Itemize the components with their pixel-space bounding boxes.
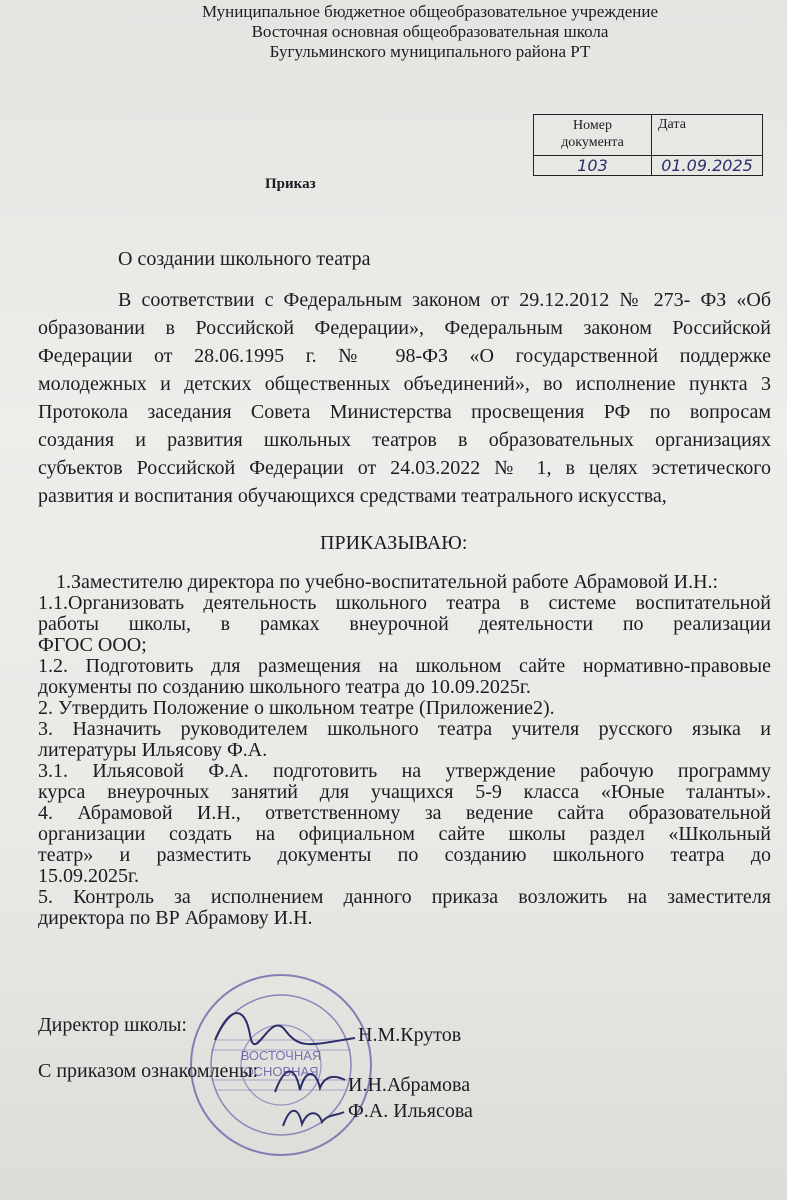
- item-line: документы по созданию школьного театра до 10.09.2025г.: [38, 676, 531, 698]
- director-signature: [210, 1000, 360, 1050]
- preamble-line: Протокола заседания Совета Министерства просвещения РФ по вопросам: [38, 401, 771, 423]
- item-line: ФГОС ООО;: [38, 634, 147, 656]
- preamble-line: создания и развития школьных театров в образовательных организациях: [38, 429, 771, 451]
- acquainted-label: С приказом ознакомлены:: [38, 1060, 259, 1082]
- item-line: 4. Абрамовой И.Н., ответственному за ведение сайта образовательной: [38, 802, 771, 824]
- date-value: 01.09.2025: [652, 156, 763, 176]
- number-header-cell: [534, 115, 652, 156]
- number-label-2: документа: [561, 135, 624, 150]
- preamble-line: образовании в Российской Федерации», Федеральным законом Российской: [38, 317, 771, 339]
- signature-ilyasova: [278, 1098, 348, 1134]
- header-line-2: Восточная основная общеобразовательная школа: [251, 22, 609, 41]
- header-line-1: Муниципальное бюджетное общеобразовательное учреждение: [201, 2, 659, 21]
- item-line: 1.Заместителю директора по учебно-воспитательной работе Абрамовой И.Н.:: [56, 571, 719, 593]
- date-label: Дата: [658, 117, 686, 132]
- item-line: курса внеурочных занятий для учащихся 5-9 класса «Юные таланты».: [38, 781, 771, 803]
- document-title: Приказ: [265, 176, 316, 192]
- date-header-cell: [652, 115, 763, 156]
- preamble-line: субъектов Российской Федерации от 24.03.2022 № 1, в целях эстетического: [38, 457, 771, 479]
- item-line: 3. Назначить руководителем школьного театра учителя русского языка и: [38, 718, 771, 740]
- preamble-line: молодежных и детских общественных объединений», во исполнение пункта 3: [38, 373, 771, 395]
- order-heading: ПРИКАЗЫВАЮ:: [320, 532, 468, 554]
- header-line-3: Бугульминского муниципального района РТ: [269, 42, 591, 61]
- preamble-paragraph: [38, 286, 771, 510]
- item-line: 3.1. Ильясовой Ф.А. подготовить на утверждение рабочую программу: [38, 760, 771, 782]
- signature-abramova: [270, 1060, 350, 1100]
- item-line: литературы Ильясову Ф.А.: [38, 739, 268, 761]
- stamp-text-1: ВОСТОЧНАЯ: [240, 1048, 322, 1063]
- item-line: 1.2. Подготовить для размещения на школьном сайте нормативно-правовые: [38, 655, 771, 677]
- number-label-1: Номер: [573, 118, 612, 133]
- item-line: театр» и разместить документы по созданию школьного театра до: [38, 844, 771, 866]
- item-line: 2. Утвердить Положение о школьном театре (Приложение2).: [38, 697, 555, 719]
- name-ilyasova: Ф.А. Ильясова: [348, 1100, 473, 1122]
- item-line: директора по ВР Абрамову И.Н.: [38, 907, 313, 929]
- number-value: 103: [534, 156, 652, 176]
- document-number-table: [533, 114, 763, 176]
- item-line: работы школы, в рамках внеурочной деятельности по реализации: [38, 613, 771, 635]
- preamble-line: Федерации от 28.06.1995 г. № 98-ФЗ «О государственной поддержке: [38, 345, 771, 367]
- order-items: [38, 572, 771, 929]
- stamp-text-2: ОСНОВНАЯ: [243, 1064, 319, 1079]
- director-label: Директор школы:: [38, 1014, 187, 1036]
- item-line: организации создать на официальном сайте школы раздел «Школьный: [38, 823, 771, 845]
- director-name: Н.М.Крутов: [358, 1024, 462, 1046]
- document-subject: О создании школьного театра: [118, 248, 371, 270]
- item-line: 15.09.2025г.: [38, 865, 139, 887]
- preamble-line: развития и воспитания обучающихся средствами театрального искусства,: [38, 485, 667, 507]
- name-abramova: И.Н.Абрамова: [348, 1074, 471, 1096]
- item-line: 1.1.Организовать деятельность школьного театра в системе воспитательной: [38, 592, 771, 614]
- preamble-line: В соответствии с Федеральным законом от 29.12.2012 № 273- ФЗ «Об: [118, 289, 771, 311]
- item-line: 5. Контроль за исполнением данного приказа возложить на заместителя: [38, 886, 771, 908]
